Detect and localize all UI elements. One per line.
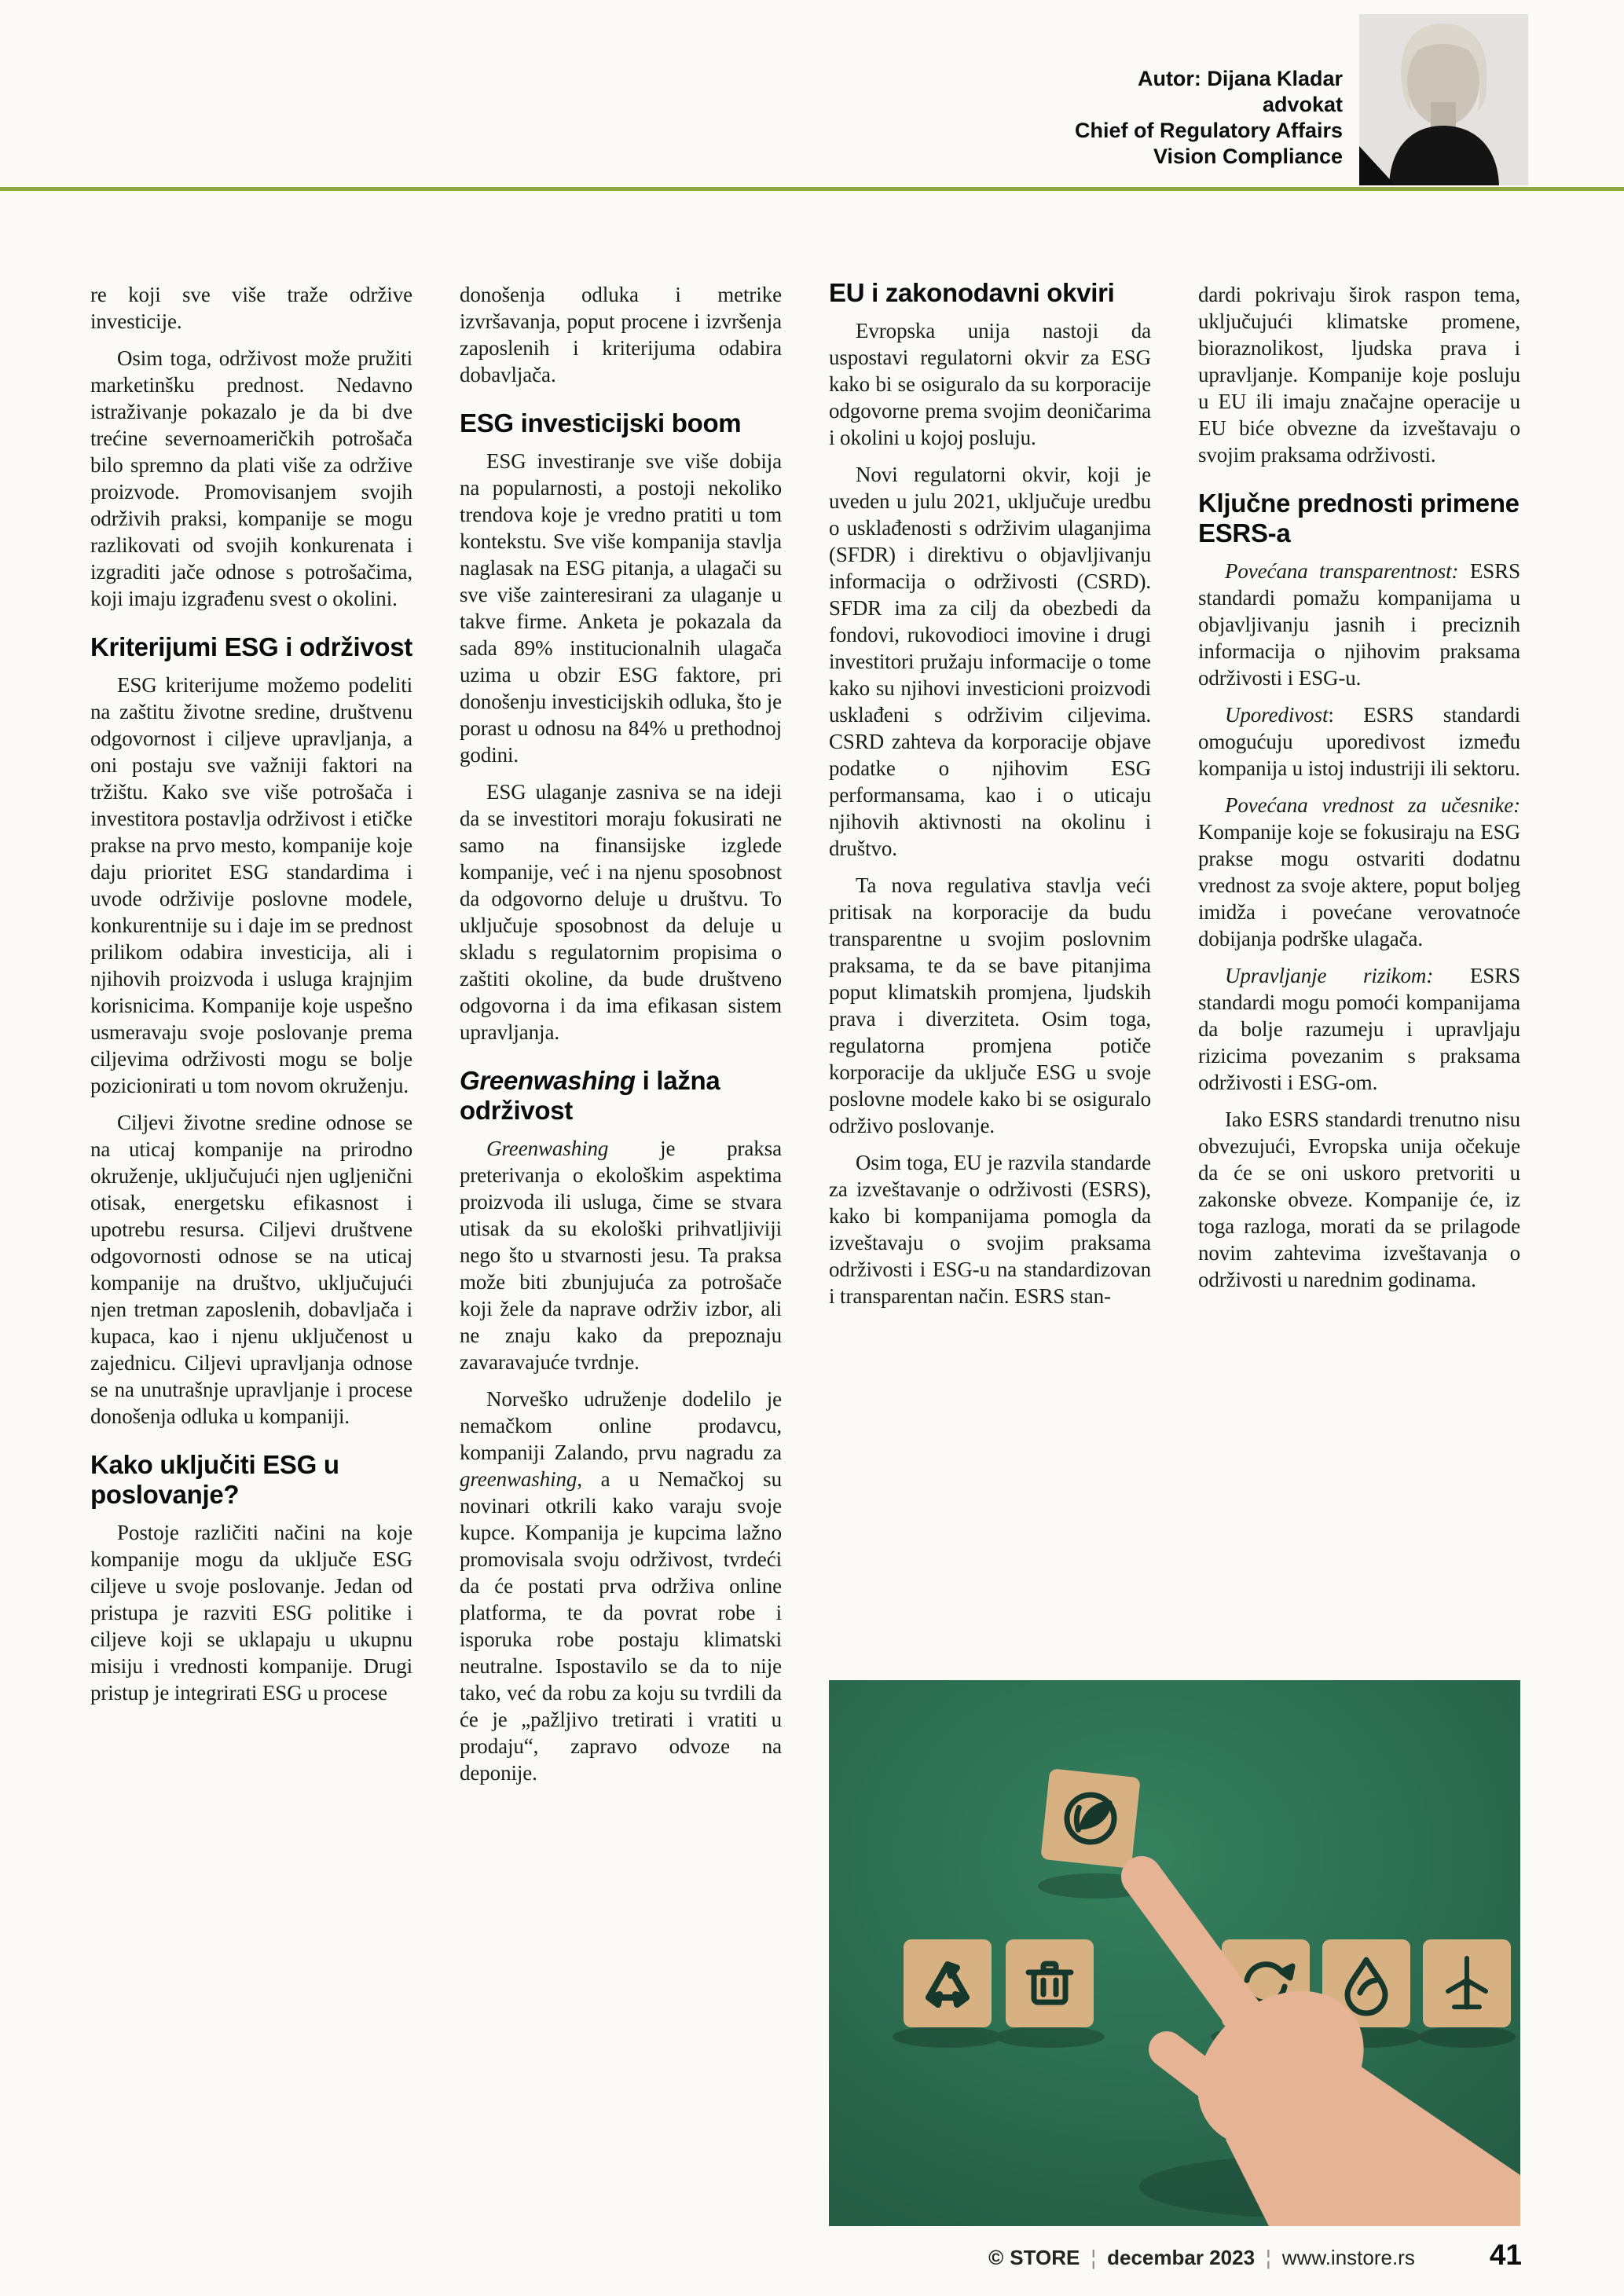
paragraph: Evropska unija nastoji da uspostavi regulatorni okvir za ESG kako bi se osiguralo da su korporacije odgovorne prema svojim deoničarima i okolini u kojoj posluju. [829,319,1151,449]
section-heading: ESG investicijski boom [460,408,742,438]
paragraph: re koji sve više traže održive investicije. [90,283,412,333]
section-heading: EU i zakonodavni okviri [829,278,1115,307]
paragraph: ESG kriterijume možemo podeliti na zaštitu životne sredine, društvenu odgovornost i ciljeve upravljanja, a oni postaju sve važniji faktori na tržištu. Kako sve više potrošača i investitora postavlja održivost i etičke prakse na prvo mesto, kompanije koje daju prioritet ESG standardima i uvode održivije poslovne modele, konkurentnije su i daje im se prednost prilikom odabira investicija, ali i njihovih proizvoda i usluga krajnjim korisnicima. Kompanije koje uspešno usmeravaju svoje poslovanje prema ciljevima održivosti mogu se bolje pozicionirati u tom novom okruženju. [90,673,412,1097]
figure-eco-blocks [829,1680,1520,2226]
author-photo [1359,14,1528,185]
figure-illustration [829,1680,1520,2226]
paragraph: Upravljanje rizikom: ESRS standardi mogu pomoći kompanijama da bolje razumeju i upravljaju rizicima povezanim s praksama održivosti i ESG-om. [1198,964,1520,1094]
paragraph: Postoje različiti načini na koje kompanije mogu da uključe ESG ciljeve u svoje poslovanje. Jedan od pristupa je razviti ESG politike i ciljeve koji se uklapaju u ukupnu misiju i vrednosti kompanije. Drugi pristup je integrirati ESG u procese [90,1521,412,1705]
magazine-name: STORE [1010,2246,1080,2269]
footer-separator: ¦ [1091,2246,1097,2269]
article-column-1 [90,281,412,1716]
section-heading: Kako uključiti ESG u poslovanje? [90,1450,339,1509]
article-column-2 [460,281,782,1796]
paragraph: Uporedivost: ESRS standardi omogućuju uporedivost između kompanija u istoj industriji ili sektoru. [1198,703,1520,780]
section-heading: Kriterijumi ESG i održivost [90,632,412,661]
author-role: advokat [1262,93,1343,116]
paragraph: ESG investiranje sve više dobija na popularnosti, a postoji nekoliko trendova koje je vredno pratiti u tom kontekstu. Sve više kompanija stavlja naglasak na ESG pitanja, a ulagači su sve više zainteresirani za ulaganje u takve firme. Anketa je pokazala da sada 89% institucionalnih ulagača uzima u obzir ESG faktore, pri donošenju investicijskih odluka, što je porast u odnosu na 84% u prethodnoj godini. [460,449,782,767]
paragraph: Norveško udruženje dodelilo je nemačkom online prodavcu, kompaniji Zalando, prvu nagradu za greenwashing, a u Nemačkoj su novinari otkrili kako varaju svoje kupce. Kompanija je kupcima lažno promovisala svoju održivost, tvrdeći da će postati prva održiva online platforma, te da povrat robe i isporuka robe postaju klimatski neutralne. Ispostavilo se da to nije tako, već da robu za koju su tvrdili da će je „pažljivo tretirati i vratiti u prodaju“, zapravo odvoze na deponije. [460,1387,782,1785]
footer-separator: ¦ [1266,2246,1271,2269]
paragraph: Iako ESRS standardi trenutno nisu obvezujući, Evropska unija očekuje da će se oni uskoro pretvoriti u zakonske obveze. Kompanije će, iz toga razloga, morati da se prilagode novim zahtevima izveštavanja o održivosti u narednim godinama. [1198,1108,1520,1291]
section-heading: Greenwashing i lažna održivost [460,1066,720,1125]
wood-block-recycle [904,1939,992,2027]
footer [988,2239,1522,2272]
author-byline [1075,66,1343,170]
article-column-4 [1198,281,1520,1303]
paragraph: Greenwashing je praksa preterivanja o ekološkim aspektima proizvoda ili usluga, čime se stvara utisak da su ekološki prihvatljiviji nego što u stvarnosti jesu. Ta praksa može biti zbunjujuća za potrošače koji žele da naprave održiv izbor, ali ne znaju kako da prepoznaju zavaravajuće tvrdnje. [460,1137,782,1374]
author-name-line: Autor: Dijana Kladar [1137,67,1343,90]
paragraph: Novi regulatorni okvir, koji je uveden u julu 2021, uključuje uredbu o usklađenosti s održivim ulaganjima (SFDR) i direktivu o objavljivanju informacija o održivosti (CSRD). SFDR ima za cilj da obezbedi da fondovi, rukovodioci imovine i drugi investitori pružaju informacije o tome kako su njihovi investicioni proizvodi usklađeni s održivim ciljevima. CSRD zahteva da korporacije objave podatke o njihovim ESG performansama, kao i o uticaju njihovih aktivnosti na okolinu i društvo. [829,463,1151,860]
page-number: 41 [1489,2239,1522,2271]
author-photo-image [1359,14,1528,185]
paragraph: Ciljevi životne sredine odnose se na uticaj kompanije na prirodno okruženje, uključujući njen ugljenični otisak, energetsku efikasnost i upotrebu resursa. Ciljevi društvene odgovornosti odnose se na uticaj kompanije na društvo, uključujući njen tretman zaposlenih, dobavljača i kupaca, kao i njenu uključenost u zajednicu. Ciljevi upravljanja odnose se na unutrašnje upravljanje i procese donošenja odluka u kompaniji. [90,1111,412,1428]
paragraph: Osim toga, EU je razvila standarde za izveštavanje o održivosti (ESRS), kako bi kompanijama pomogla da izveštavaju o svojim praksama održivosti i ESG-u na standardizovan i transparentan način. ESRS stan- [829,1151,1151,1308]
article-column-3 [829,278,1151,1320]
paragraph: dardi pokrivaju širok raspon tema, uključujući klimatske promene, bioraznolikost, ljudska prava i upravljanje. Kompanije koje posluju u EU ili imaju značajne operacije u EU biće obvezne da izveštavaju o svojim praksama održivosti. [1198,283,1520,467]
paragraph: Osim toga, održivost može pružiti marketinšku prednost. Nedavno istraživanje pokazalo je da bi dve trećine severnoameričkih potrošača bilo spremno da plati više za održive proizvode. Promovisanjem svojih održivih praksi, kompanije se mogu razlikovati od svojih konkurenata i izgraditi jače odnose s potrošačima, koji imaju izgrađenu svest o okolini. [90,346,412,610]
paragraph: Povećana transparentnost: ESRS standardi pomažu kompanijama u objavljivanju jasnih i preciznih informacija o njihovim praksama održivosti i ESG-u. [1198,559,1520,690]
wood-block-bin [1006,1939,1094,2027]
author-company: Vision Compliance [1153,145,1343,168]
wood-block-globe-leaf [1040,1768,1140,1868]
section-heading: Ključne prednosti primene ESRS-a [1198,489,1520,547]
paragraph: Povećana vrednost za učesnike: Kompanije koje se fokusiraju na ESG prakse mogu ostvariti dodatnu vrednost za svoje aktere, poput boljeg imidža i povećane verovatnoće dobijanja podrške ulagača. [1198,793,1520,950]
author-title: Chief of Regulatory Affairs [1074,119,1343,142]
accent-divider [0,187,1624,191]
copyright-icon: © [988,2246,1004,2269]
paragraph: donošenja odluka i metrike izvršavanja, poput procene i izvršenja zaposlenih i kriterijuma odabira dobavljača. [460,283,782,386]
footer-date: decembar 2023 [1107,2246,1256,2269]
paragraph: ESG ulaganje zasniva se na ideji da se investitori moraju fokusirati ne samo na finansijske izglede kompanije, već i na njenu sposobnost da odgovorno deluje u društvu. To uključuje sposobnost da deluje u skladu s regulatornim propisima o zaštiti okoline, da bude društveno odgovorna i da ima efikasan sistem upravljanja. [460,780,782,1044]
footer-url: www.instore.rs [1281,2246,1415,2269]
paragraph: Ta nova regulativa stavlja veći pritisak na korporacije da budu transparentne u svojim poslovnim praksama, te da se bave pitanjima poput klimatskih promjena, ljudskih prava i diverziteta. Osim toga, regulatorna promjena potiče korporacije da uključe ESG u svoje poslovne modele kako bi se osiguralo održivo poslovanje. [829,873,1151,1137]
